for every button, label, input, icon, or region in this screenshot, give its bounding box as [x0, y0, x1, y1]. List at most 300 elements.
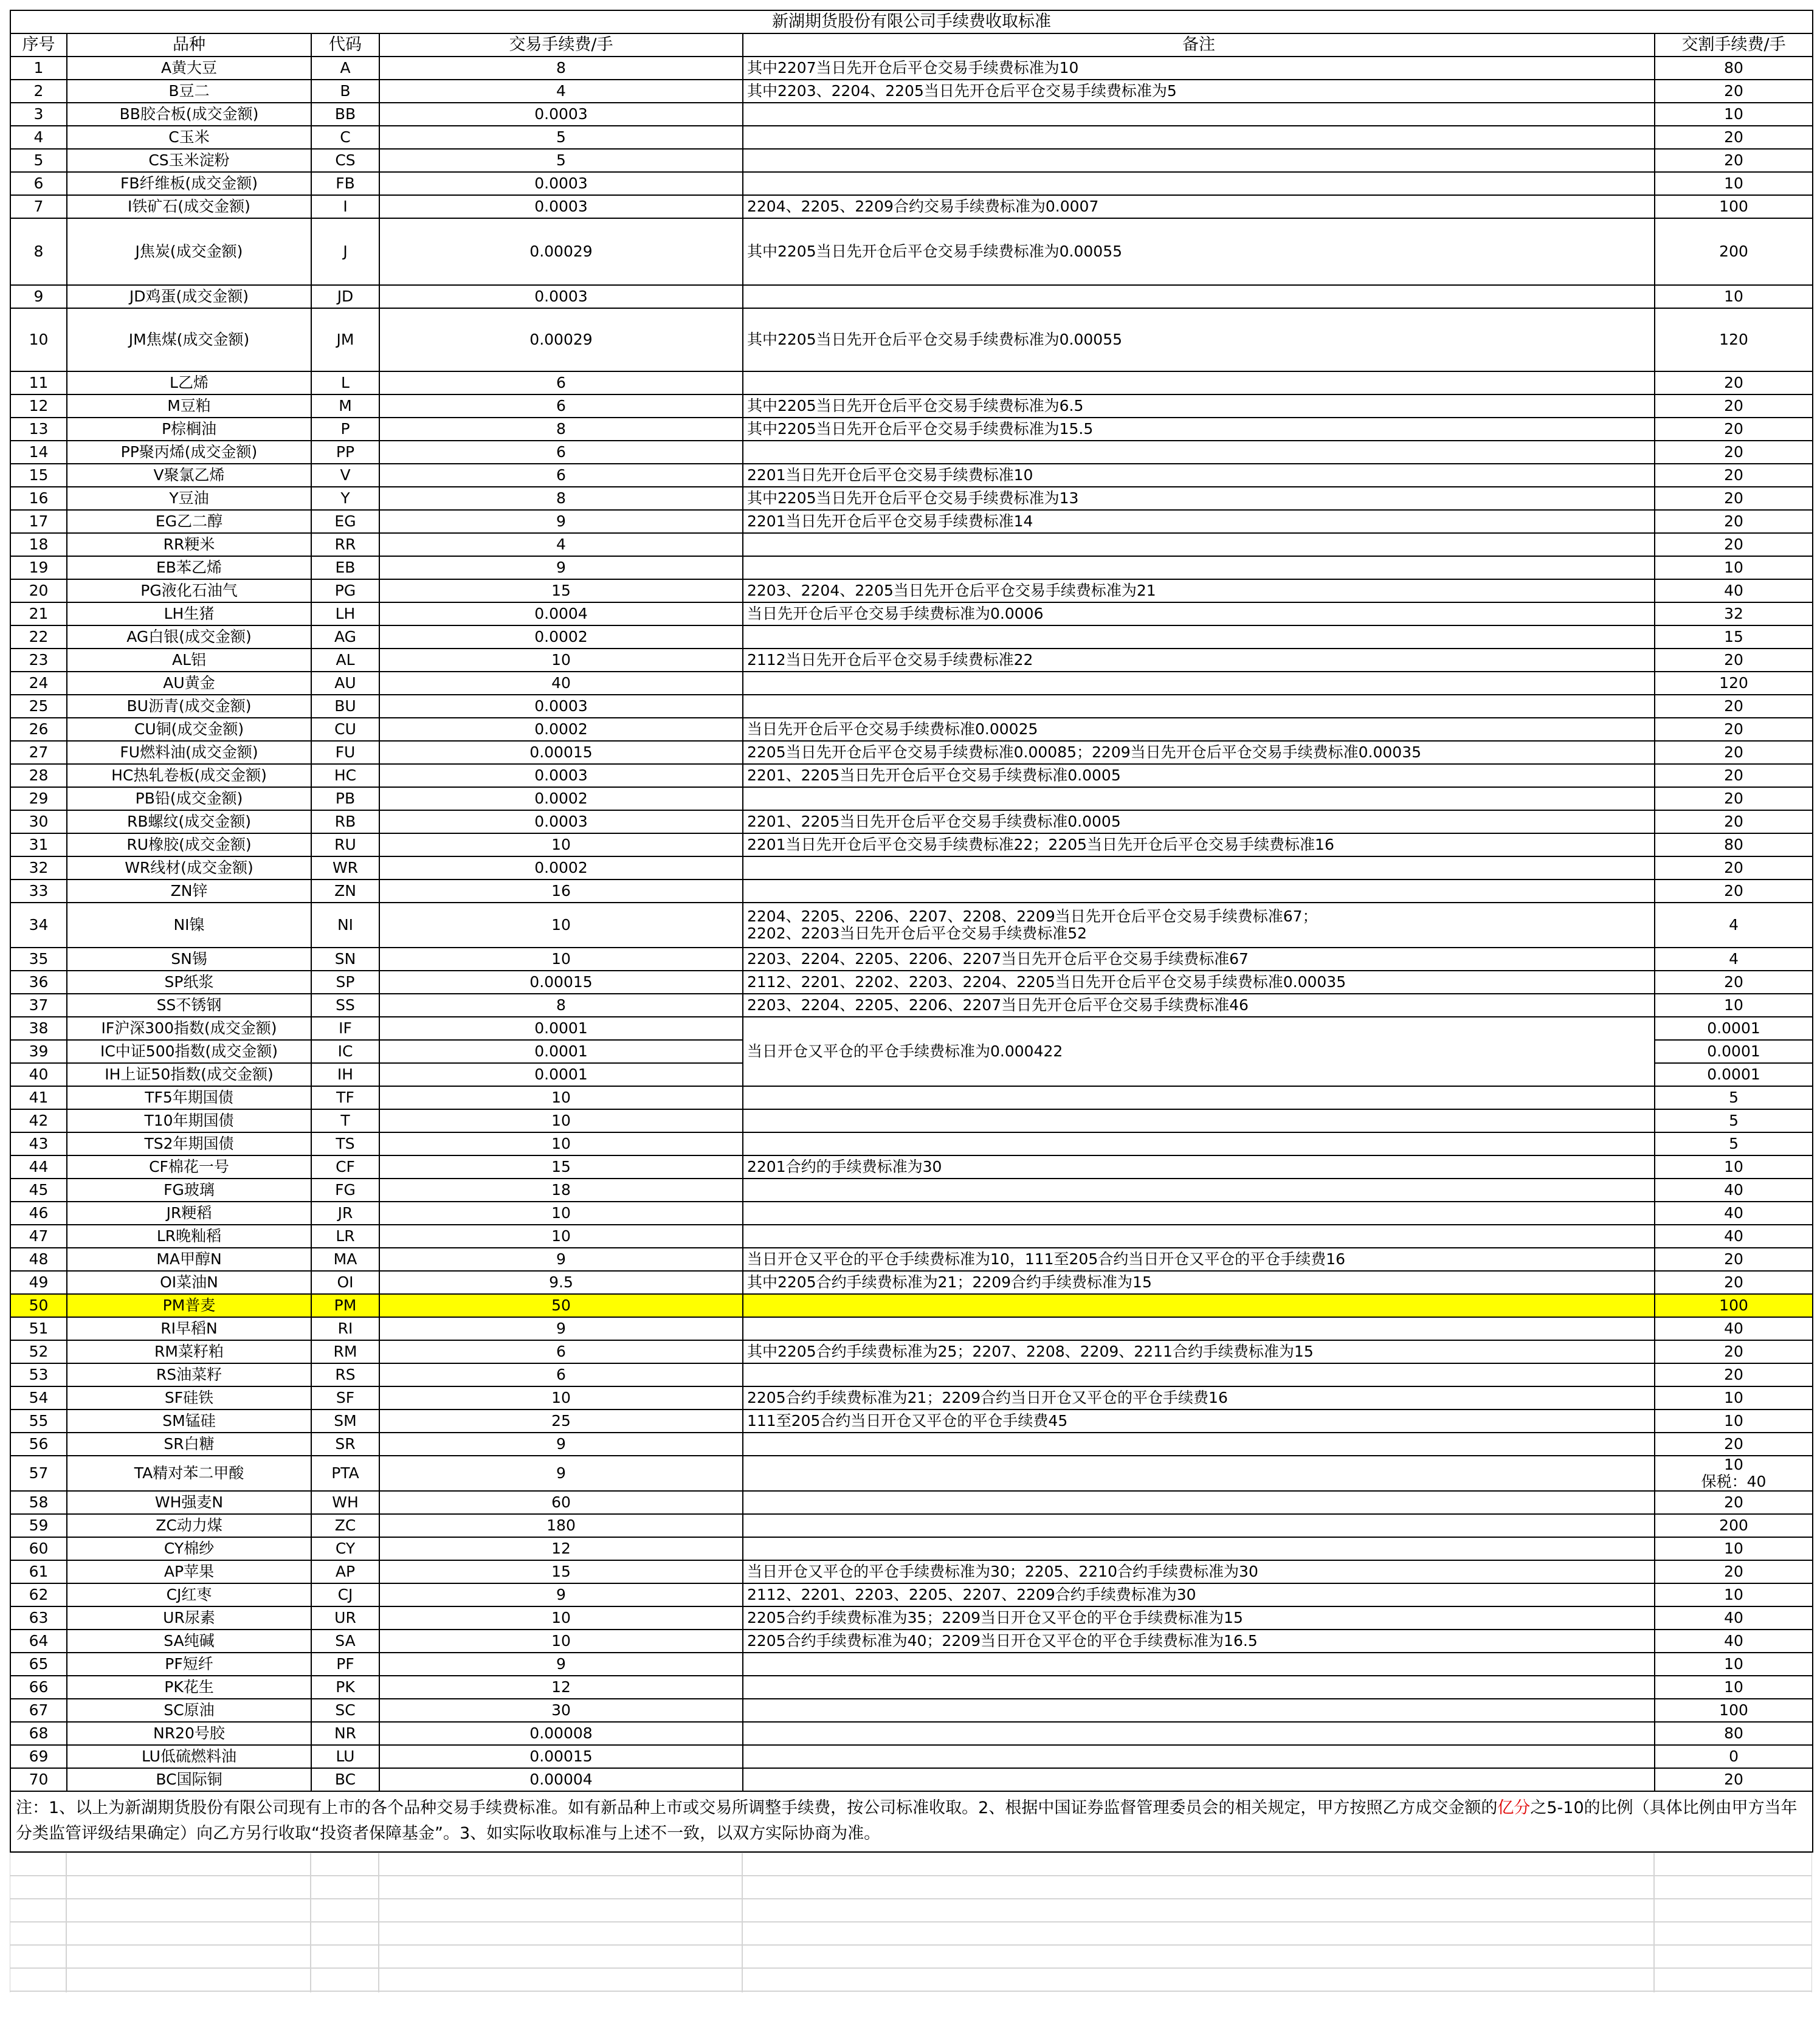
cell-no[interactable]: 70 [10, 1768, 67, 1791]
cell-delivery[interactable]: 120 [1655, 672, 1813, 695]
cell-no[interactable]: 25 [10, 695, 67, 718]
cell-note[interactable]: 2204、2205、2209合约交易手续费标准为0.0007 [743, 195, 1655, 218]
cell-name[interactable]: PB铅(成交金额) [67, 787, 311, 810]
cell-fee[interactable]: 0.0002 [379, 787, 743, 810]
cell-delivery[interactable]: 200 [1655, 1514, 1813, 1537]
cell-note[interactable] [743, 1491, 1655, 1514]
cell-code[interactable]: TS [311, 1132, 379, 1155]
cell-no[interactable]: 44 [10, 1155, 67, 1179]
cell-no[interactable]: 40 [10, 1063, 67, 1086]
cell-name[interactable]: UR尿素 [67, 1606, 311, 1630]
cell-delivery[interactable]: 32 [1655, 602, 1813, 625]
cell-code[interactable]: AU [311, 672, 379, 695]
cell-delivery[interactable]: 40 [1655, 1225, 1813, 1248]
cell-no[interactable]: 49 [10, 1271, 67, 1294]
cell-note[interactable] [743, 126, 1655, 149]
cell-note[interactable] [743, 1109, 1655, 1132]
cell-delivery[interactable]: 20 [1655, 1248, 1813, 1271]
cell-fee[interactable]: 0.00029 [379, 308, 743, 371]
cell-fee[interactable]: 6 [379, 394, 743, 418]
cell-note[interactable]: 2201当日先开仓后平仓交易手续费标准14 [743, 510, 1655, 533]
cell-fee[interactable]: 8 [379, 57, 743, 80]
cell-code[interactable]: SN [311, 948, 379, 971]
cell-delivery[interactable]: 10 [1655, 1653, 1813, 1676]
cell-no[interactable]: 9 [10, 285, 67, 308]
cell-note[interactable] [743, 1225, 1655, 1248]
cell-delivery[interactable]: 20 [1655, 1271, 1813, 1294]
cell-code[interactable]: OI [311, 1271, 379, 1294]
header-cell[interactable]: 备注 [743, 33, 1655, 57]
cell-fee[interactable]: 9 [379, 1456, 743, 1491]
cell-no[interactable]: 15 [10, 464, 67, 487]
cell-no[interactable]: 17 [10, 510, 67, 533]
cell-name[interactable]: WH强麦N [67, 1491, 311, 1514]
cell-no[interactable]: 69 [10, 1745, 67, 1768]
cell-fee[interactable]: 9 [379, 1433, 743, 1456]
cell-code[interactable]: CS [311, 149, 379, 172]
cell-no[interactable]: 16 [10, 487, 67, 510]
cell-delivery[interactable]: 20 [1655, 810, 1813, 833]
cell-delivery[interactable]: 40 [1655, 1606, 1813, 1630]
cell-name[interactable]: CU铜(成交金额) [67, 718, 311, 741]
cell-delivery[interactable]: 10 [1655, 1155, 1813, 1179]
cell-delivery[interactable]: 20 [1655, 856, 1813, 879]
cell-code[interactable]: BU [311, 695, 379, 718]
cell-no[interactable]: 22 [10, 625, 67, 649]
cell-name[interactable]: PM普麦 [67, 1294, 311, 1317]
cell-no[interactable]: 63 [10, 1606, 67, 1630]
cell-delivery[interactable]: 5 [1655, 1109, 1813, 1132]
cell-name[interactable]: IF沪深300指数(成交金额) [67, 1017, 311, 1040]
cell-note[interactable] [743, 1433, 1655, 1456]
cell-note[interactable]: 2112当日先开仓后平仓交易手续费标准22 [743, 649, 1655, 672]
cell-fee[interactable]: 10 [379, 903, 743, 948]
cell-fee[interactable]: 8 [379, 994, 743, 1017]
cell-no[interactable]: 1 [10, 57, 67, 80]
cell-code[interactable]: PG [311, 579, 379, 602]
cell-name[interactable]: BB胶合板(成交金额) [67, 103, 311, 126]
cell-code[interactable]: IF [311, 1017, 379, 1040]
cell-delivery[interactable]: 80 [1655, 1722, 1813, 1745]
cell-code[interactable]: RM [311, 1340, 379, 1363]
cell-code[interactable]: PP [311, 441, 379, 464]
cell-no[interactable]: 14 [10, 441, 67, 464]
cell-code[interactable]: SS [311, 994, 379, 1017]
cell-note[interactable] [743, 1132, 1655, 1155]
cell-code[interactable]: T [311, 1109, 379, 1132]
cell-name[interactable]: NR20号胶 [67, 1722, 311, 1745]
cell-no[interactable]: 3 [10, 103, 67, 126]
cell-name[interactable]: RS油菜籽 [67, 1363, 311, 1386]
cell-no[interactable]: 20 [10, 579, 67, 602]
cell-name[interactable]: T10年期国债 [67, 1109, 311, 1132]
cell-delivery[interactable]: 20 [1655, 718, 1813, 741]
cell-no[interactable]: 11 [10, 371, 67, 394]
cell-delivery[interactable]: 20 [1655, 1768, 1813, 1791]
cell-no[interactable]: 26 [10, 718, 67, 741]
cell-delivery[interactable]: 120 [1655, 308, 1813, 371]
cell-fee[interactable]: 0.0003 [379, 764, 743, 787]
cell-delivery[interactable]: 4 [1655, 948, 1813, 971]
cell-name[interactable]: LR晚籼稻 [67, 1225, 311, 1248]
cell-no[interactable]: 58 [10, 1491, 67, 1514]
cell-fee[interactable]: 6 [379, 371, 743, 394]
cell-fee[interactable]: 15 [379, 579, 743, 602]
cell-delivery[interactable]: 4 [1655, 903, 1813, 948]
cell-fee[interactable]: 25 [379, 1410, 743, 1433]
cell-note[interactable] [743, 1768, 1655, 1791]
cell-name[interactable]: SM锰硅 [67, 1410, 311, 1433]
cell-name[interactable]: JR粳稻 [67, 1202, 311, 1225]
cell-no[interactable]: 21 [10, 602, 67, 625]
cell-name[interactable]: L乙烯 [67, 371, 311, 394]
cell-note[interactable] [743, 1514, 1655, 1537]
cell-fee[interactable]: 0.0002 [379, 625, 743, 649]
cell-delivery[interactable]: 10 [1655, 103, 1813, 126]
cell-name[interactable]: PG液化石油气 [67, 579, 311, 602]
cell-no[interactable]: 66 [10, 1676, 67, 1699]
cell-note[interactable] [743, 879, 1655, 903]
cell-fee[interactable]: 9 [379, 1653, 743, 1676]
cell-name[interactable]: I铁矿石(成交金额) [67, 195, 311, 218]
cell-code[interactable]: TF [311, 1086, 379, 1109]
cell-fee[interactable]: 0.0003 [379, 810, 743, 833]
cell-fee[interactable]: 5 [379, 126, 743, 149]
cell-delivery[interactable]: 20 [1655, 649, 1813, 672]
cell-fee[interactable]: 9 [379, 1583, 743, 1606]
cell-note[interactable] [743, 903, 1655, 948]
cell-fee[interactable]: 10 [379, 1202, 743, 1225]
cell-code[interactable]: EG [311, 510, 379, 533]
cell-name[interactable]: B豆二 [67, 80, 311, 103]
cell-note[interactable]: 其中2205当日先开仓后平仓交易手续费标准为13 [743, 487, 1655, 510]
cell-delivery[interactable]: 20 [1655, 80, 1813, 103]
cell-delivery[interactable]: 10 [1655, 1386, 1813, 1410]
cell-fee[interactable]: 9 [379, 556, 743, 579]
cell-note[interactable] [743, 1317, 1655, 1340]
cell-delivery[interactable]: 40 [1655, 1179, 1813, 1202]
cell-delivery[interactable]: 20 [1655, 126, 1813, 149]
cell-no[interactable]: 61 [10, 1560, 67, 1583]
cell-code[interactable]: IC [311, 1040, 379, 1063]
cell-fee[interactable]: 6 [379, 441, 743, 464]
header-cell[interactable]: 交易手续费/手 [379, 33, 743, 57]
cell-delivery[interactable]: 5 [1655, 1132, 1813, 1155]
cell-note[interactable]: 2201当日先开仓后平仓交易手续费标准22；2205当日先开仓后平仓交易手续费标准16 [743, 833, 1655, 856]
cell-name[interactable]: FU燃料油(成交金额) [67, 741, 311, 764]
cell-no[interactable]: 50 [10, 1294, 67, 1317]
cell-fee[interactable]: 10 [379, 833, 743, 856]
cell-fee[interactable]: 0.0004 [379, 602, 743, 625]
cell-name[interactable]: AL铝 [67, 649, 311, 672]
cell-delivery[interactable]: 200 [1655, 218, 1813, 285]
cell-code[interactable]: PB [311, 787, 379, 810]
cell-note[interactable]: 2112、2201、2202、2203、2204、2205当日先开仓后平仓交易手续费标准0.00035 [743, 971, 1655, 994]
cell-fee[interactable]: 0.0002 [379, 718, 743, 741]
cell-code[interactable]: SP [311, 971, 379, 994]
cell-delivery[interactable]: 0 [1655, 1745, 1813, 1768]
cell-code[interactable]: JR [311, 1202, 379, 1225]
cell-note[interactable] [743, 1086, 1655, 1109]
cell-code[interactable]: SM [311, 1410, 379, 1433]
cell-fee[interactable]: 0.0003 [379, 695, 743, 718]
cell-fee[interactable]: 30 [379, 1699, 743, 1722]
cell-code[interactable]: BB [311, 103, 379, 126]
cell-note[interactable] [743, 149, 1655, 172]
cell-code[interactable]: Y [311, 487, 379, 510]
cell-code[interactable]: AG [311, 625, 379, 649]
cell-note[interactable]: 2203、2204、2205当日先开仓后平仓交易手续费标准为21 [743, 579, 1655, 602]
cell-code[interactable]: SC [311, 1699, 379, 1722]
cell-fee[interactable]: 10 [379, 1086, 743, 1109]
cell-fee[interactable]: 15 [379, 1155, 743, 1179]
cell-note[interactable] [743, 1699, 1655, 1722]
cell-code[interactable]: UR [311, 1606, 379, 1630]
cell-note[interactable] [743, 856, 1655, 879]
cell-note[interactable] [743, 1456, 1655, 1491]
cell-fee[interactable]: 10 [379, 1606, 743, 1630]
cell-code[interactable]: SF [311, 1386, 379, 1410]
cell-name[interactable]: PF短纤 [67, 1653, 311, 1676]
cell-note[interactable] [743, 1202, 1655, 1225]
cell-note[interactable] [743, 1745, 1655, 1768]
cell-delivery[interactable]: 100 [1655, 195, 1813, 218]
cell-no[interactable]: 24 [10, 672, 67, 695]
cell-delivery[interactable]: 20 [1655, 371, 1813, 394]
cell-note[interactable]: 111至205合约当日开仓又平仓的平仓手续费45 [743, 1410, 1655, 1433]
cell-code[interactable]: FG [311, 1179, 379, 1202]
cell-code[interactable]: WR [311, 856, 379, 879]
cell-fee[interactable]: 4 [379, 533, 743, 556]
cell-name[interactable]: EG乙二醇 [67, 510, 311, 533]
cell-note[interactable]: 其中2205合约手续费标准为25；2207、2208、2209、2211合约手续费标准为15 [743, 1340, 1655, 1363]
cell-code[interactable]: FU [311, 741, 379, 764]
cell-delivery[interactable]: 20 [1655, 394, 1813, 418]
cell-delivery[interactable]: 0.0001 [1655, 1063, 1813, 1086]
cell-note[interactable]: 2205合约手续费标准为40；2209当日开仓又平仓的平仓手续费标准为16.5 [743, 1630, 1655, 1653]
cell-note[interactable] [743, 1722, 1655, 1745]
cell-note[interactable] [743, 695, 1655, 718]
cell-delivery[interactable]: 20 [1655, 1433, 1813, 1456]
cell-code[interactable]: M [311, 394, 379, 418]
cell-no[interactable]: 23 [10, 649, 67, 672]
cell-no[interactable]: 55 [10, 1410, 67, 1433]
cell-no[interactable]: 67 [10, 1699, 67, 1722]
cell-name[interactable]: EB苯乙烯 [67, 556, 311, 579]
cell-fee[interactable]: 0.0003 [379, 285, 743, 308]
cell-code[interactable]: NR [311, 1722, 379, 1745]
cell-name[interactable]: JD鸡蛋(成交金额) [67, 285, 311, 308]
cell-no[interactable]: 5 [10, 149, 67, 172]
cell-delivery[interactable]: 0.0001 [1655, 1017, 1813, 1040]
cell-name[interactable]: Y豆油 [67, 487, 311, 510]
cell-fee[interactable]: 180 [379, 1514, 743, 1537]
cell-code[interactable]: LH [311, 602, 379, 625]
cell-code[interactable]: RR [311, 533, 379, 556]
cell-fee[interactable]: 0.00015 [379, 971, 743, 994]
cell-no[interactable]: 57 [10, 1456, 67, 1491]
cell-note[interactable]: 2112、2201、2203、2205、2207、2209合约手续费标准为30 [743, 1583, 1655, 1606]
cell-no[interactable]: 18 [10, 533, 67, 556]
cell-name[interactable]: PK花生 [67, 1676, 311, 1699]
cell-name[interactable]: LH生猪 [67, 602, 311, 625]
cell-note[interactable]: 其中2207当日先开仓后平仓交易手续费标准为10 [743, 57, 1655, 80]
cell-note[interactable] [743, 1294, 1655, 1317]
cell-delivery[interactable]: 20 [1655, 441, 1813, 464]
cell-delivery[interactable]: 10 [1655, 172, 1813, 195]
cell-delivery[interactable]: 10 [1655, 1537, 1813, 1560]
cell-no[interactable]: 64 [10, 1630, 67, 1653]
cell-name[interactable]: ZC动力煤 [67, 1514, 311, 1537]
cell-no[interactable]: 53 [10, 1363, 67, 1386]
cell-note[interactable]: 2205合约手续费标准为35；2209当日开仓又平仓的平仓手续费标准为15 [743, 1606, 1655, 1630]
cell-code[interactable]: CJ [311, 1583, 379, 1606]
cell-delivery[interactable]: 10 [1655, 1676, 1813, 1699]
cell-name[interactable]: SP纸浆 [67, 971, 311, 994]
cell-code[interactable]: P [311, 418, 379, 441]
cell-note[interactable]: 2201、2205当日先开仓后平仓交易手续费标准0.0005 [743, 764, 1655, 787]
cell-note[interactable]: 其中2205当日先开仓后平仓交易手续费标准为0.00055 [743, 218, 1655, 285]
cell-delivery[interactable]: 40 [1655, 579, 1813, 602]
cell-code[interactable]: LR [311, 1225, 379, 1248]
cell-name[interactable]: CY棉纱 [67, 1537, 311, 1560]
cell-fee[interactable]: 5 [379, 149, 743, 172]
cell-no[interactable]: 31 [10, 833, 67, 856]
cell-name[interactable]: IC中证500指数(成交金额) [67, 1040, 311, 1063]
cell-note[interactable]: 其中2203、2204、2205当日先开仓后平仓交易手续费标准为5 [743, 80, 1655, 103]
cell-name[interactable]: CF棉花一号 [67, 1155, 311, 1179]
cell-delivery[interactable]: 20 [1655, 1491, 1813, 1514]
cell-delivery[interactable]: 20 [1655, 764, 1813, 787]
cell-code[interactable]: RI [311, 1317, 379, 1340]
cell-name[interactable]: RU橡胶(成交金额) [67, 833, 311, 856]
cell-name[interactable]: M豆粕 [67, 394, 311, 418]
cell-no[interactable]: 41 [10, 1086, 67, 1109]
cell-code[interactable]: I [311, 195, 379, 218]
cell-fee[interactable]: 10 [379, 1109, 743, 1132]
cell-delivery[interactable]: 20 [1655, 741, 1813, 764]
cell-delivery[interactable]: 20 [1655, 1363, 1813, 1386]
cell-no[interactable]: 6 [10, 172, 67, 195]
cell-code[interactable]: MA [311, 1248, 379, 1271]
cell-code[interactable]: LU [311, 1745, 379, 1768]
cell-delivery[interactable]: 80 [1655, 57, 1813, 80]
cell-delivery[interactable]: 80 [1655, 833, 1813, 856]
cell-fee[interactable]: 0.00029 [379, 218, 743, 285]
cell-fee[interactable]: 0.00015 [379, 741, 743, 764]
cell-name[interactable]: NI镍 [67, 903, 311, 948]
cell-name[interactable]: AP苹果 [67, 1560, 311, 1583]
cell-no[interactable]: 62 [10, 1583, 67, 1606]
cell-delivery[interactable]: 20 [1655, 418, 1813, 441]
cell-delivery[interactable]: 20 [1655, 1560, 1813, 1583]
cell-name[interactable]: A黄大豆 [67, 57, 311, 80]
cell-fee[interactable]: 4 [379, 80, 743, 103]
cell-delivery[interactable]: 20 [1655, 879, 1813, 903]
cell-name[interactable]: TF5年期国债 [67, 1086, 311, 1109]
cell-code[interactable]: CU [311, 718, 379, 741]
cell-code[interactable]: PTA [311, 1456, 379, 1491]
cell-note[interactable]: 2201、2205当日先开仓后平仓交易手续费标准0.0005 [743, 810, 1655, 833]
cell-note[interactable]: 当日先开仓后平仓交易手续费标准为0.0006 [743, 602, 1655, 625]
cell-code[interactable]: FB [311, 172, 379, 195]
cell-no[interactable]: 59 [10, 1514, 67, 1537]
cell-note[interactable] [743, 1179, 1655, 1202]
cell-no[interactable]: 48 [10, 1248, 67, 1271]
cell-fee[interactable]: 9 [379, 1248, 743, 1271]
cell-fee[interactable]: 16 [379, 879, 743, 903]
cell-delivery[interactable]: 10 [1655, 1583, 1813, 1606]
cell-no[interactable]: 68 [10, 1722, 67, 1745]
cell-delivery[interactable]: 10 [1655, 285, 1813, 308]
cell-delivery[interactable]: 15 [1655, 625, 1813, 649]
cell-note[interactable]: 2203、2204、2205、2206、2207当日先开仓后平仓交易手续费标准67 [743, 948, 1655, 971]
cell-fee[interactable]: 0.0001 [379, 1017, 743, 1040]
cell-code[interactable]: PF [311, 1653, 379, 1676]
cell-fee[interactable]: 10 [379, 1386, 743, 1410]
cell-code[interactable]: JM [311, 308, 379, 371]
cell-note[interactable]: 2201合约的手续费标准为30 [743, 1155, 1655, 1179]
cell-no[interactable]: 10 [10, 308, 67, 371]
cell-delivery[interactable] [1655, 1456, 1813, 1491]
cell-name[interactable]: TA精对苯二甲酸 [67, 1456, 311, 1491]
cell-fee[interactable]: 0.00015 [379, 1745, 743, 1768]
cell-note[interactable]: 其中2205当日先开仓后平仓交易手续费标准为0.00055 [743, 308, 1655, 371]
cell-name[interactable]: OI菜油N [67, 1271, 311, 1294]
cell-no[interactable]: 52 [10, 1340, 67, 1363]
cell-no[interactable]: 27 [10, 741, 67, 764]
cell-fee[interactable]: 0.0003 [379, 172, 743, 195]
cell-delivery[interactable]: 20 [1655, 149, 1813, 172]
cell-note[interactable] [743, 1676, 1655, 1699]
cell-fee[interactable]: 8 [379, 418, 743, 441]
cell-no[interactable]: 46 [10, 1202, 67, 1225]
cell-delivery[interactable]: 20 [1655, 487, 1813, 510]
cell-no[interactable]: 30 [10, 810, 67, 833]
cell-name[interactable]: CJ红枣 [67, 1583, 311, 1606]
cell-fee[interactable]: 9 [379, 510, 743, 533]
cell-name[interactable]: RM菜籽粕 [67, 1340, 311, 1363]
cell-name[interactable]: C玉米 [67, 126, 311, 149]
cell-delivery[interactable]: 0.0001 [1655, 1040, 1813, 1063]
cell-note[interactable]: 2205合约手续费标准为21；2209合约当日开仓又平仓的平仓手续费16 [743, 1386, 1655, 1410]
cell-name[interactable]: RI早稻N [67, 1317, 311, 1340]
cell-fee[interactable]: 0.0002 [379, 856, 743, 879]
cell-delivery[interactable]: 20 [1655, 1340, 1813, 1363]
cell-fee[interactable]: 10 [379, 1132, 743, 1155]
cell-code[interactable]: HC [311, 764, 379, 787]
cell-code[interactable]: A [311, 57, 379, 80]
cell-note[interactable] [743, 1363, 1655, 1386]
cell-code[interactable]: V [311, 464, 379, 487]
cell-name[interactable]: BU沥青(成交金额) [67, 695, 311, 718]
cell-fee[interactable]: 6 [379, 1340, 743, 1363]
cell-fee[interactable]: 10 [379, 948, 743, 971]
cell-delivery[interactable]: 20 [1655, 533, 1813, 556]
cell-fee[interactable]: 0.00008 [379, 1722, 743, 1745]
cell-fee[interactable]: 10 [379, 649, 743, 672]
cell-code[interactable]: CY [311, 1537, 379, 1560]
cell-code[interactable]: SA [311, 1630, 379, 1653]
cell-code[interactable]: AP [311, 1560, 379, 1583]
cell-note[interactable] [743, 1653, 1655, 1676]
cell-no[interactable]: 12 [10, 394, 67, 418]
cell-name[interactable]: SR白糖 [67, 1433, 311, 1456]
cell-note[interactable] [743, 556, 1655, 579]
cell-note[interactable] [743, 441, 1655, 464]
cell-fee[interactable]: 50 [379, 1294, 743, 1317]
cell-code[interactable]: ZC [311, 1514, 379, 1537]
